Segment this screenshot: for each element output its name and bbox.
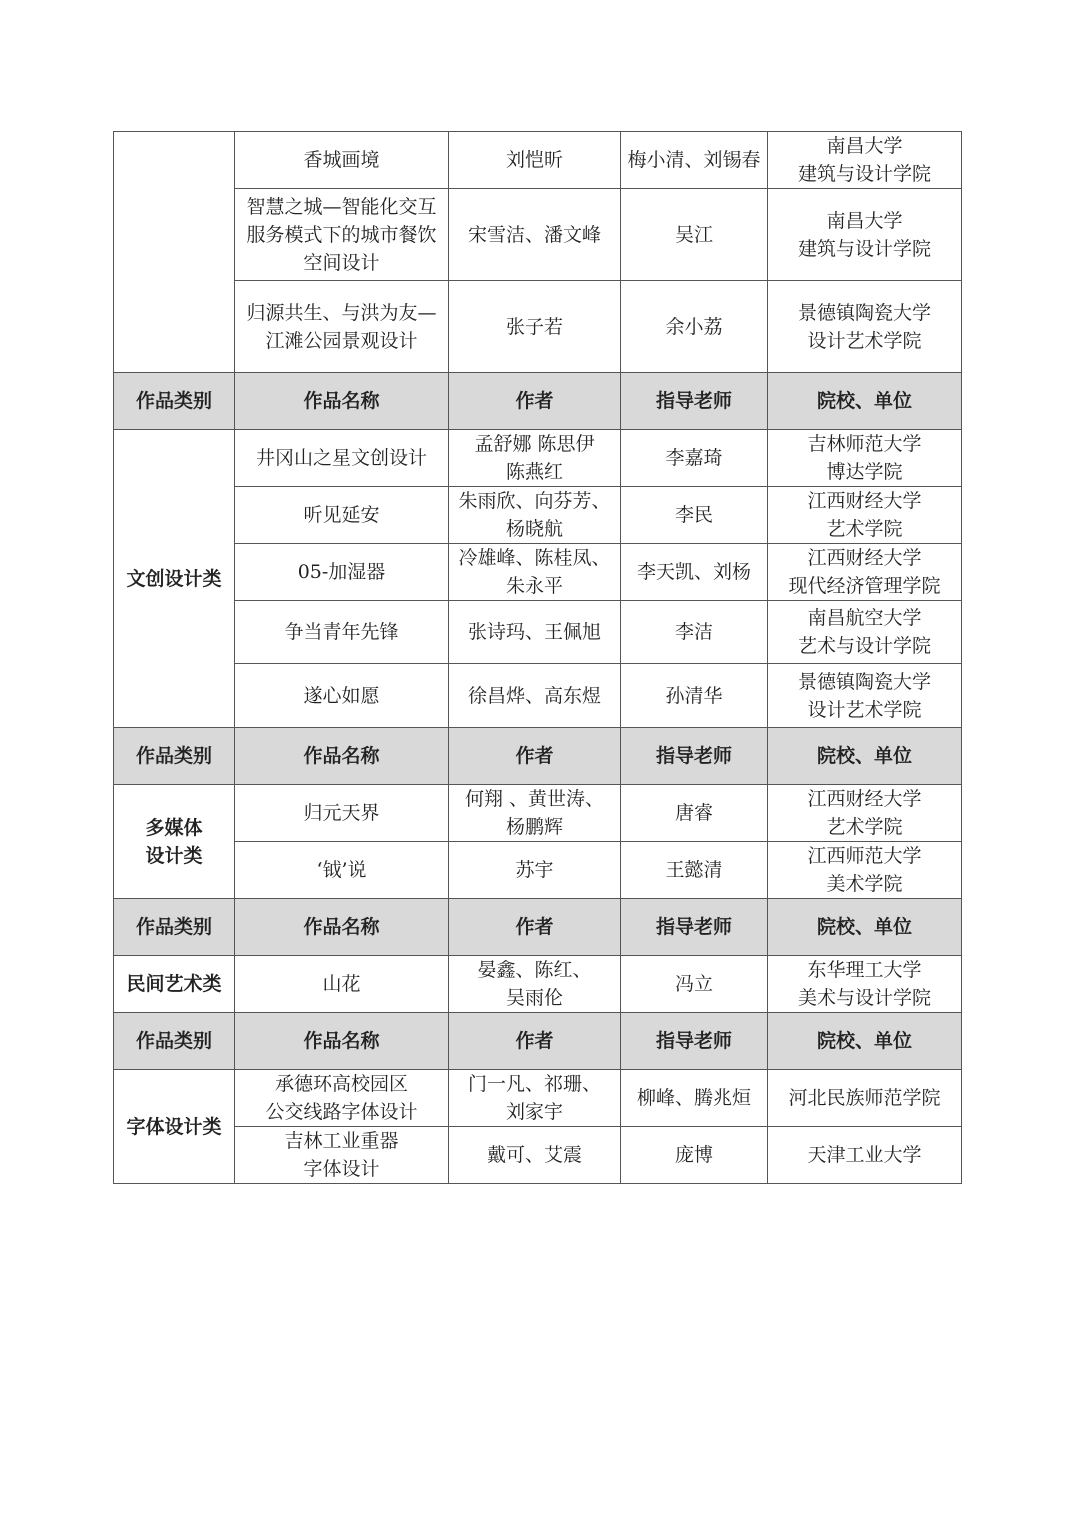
cell-text-line: 智慧之城—智能化交互: [246, 195, 437, 218]
cell-text-line: 承德环高校园区: [274, 1073, 408, 1095]
author-cell: [449, 1127, 621, 1184]
header-school: 院校、单位: [768, 728, 962, 785]
header-row: [114, 1013, 962, 1070]
name-cell: [235, 132, 449, 189]
cell-text-line: 徐昌烨、高东煜: [467, 684, 601, 707]
cell-text-line: 吴江: [674, 223, 713, 246]
name-cell: [235, 601, 449, 664]
header-author: 作者: [449, 1013, 621, 1070]
name-cell: [235, 189, 449, 281]
author-cell: [449, 785, 621, 842]
author-cell: [449, 487, 621, 544]
cell-text-line: 江西财经大学: [807, 547, 922, 569]
cell-text-line: 归源共生、与洪为友—: [246, 301, 437, 324]
table-row: [114, 956, 962, 1013]
cell-text-line: 宋雪洁、潘文峰: [467, 223, 601, 246]
advisor-cell: [621, 544, 768, 601]
table-row: [114, 281, 962, 373]
cell-text-line: 香城画境: [303, 149, 380, 171]
cell-text-line: 艺术学院: [826, 518, 903, 540]
school-cell: [768, 1070, 962, 1127]
cell-text-line: 唐睿: [674, 802, 713, 824]
cell-text-line: 朱雨欣、向芬芳、: [458, 490, 611, 512]
name-cell: [235, 842, 449, 899]
advisor-cell: [621, 956, 768, 1013]
author-cell: [449, 544, 621, 601]
cell-text-line: 建筑与设计学院: [797, 163, 931, 185]
cell-text-line: 河北民族师范学院: [788, 1087, 941, 1109]
school-cell: [768, 544, 962, 601]
table-row: [114, 487, 962, 544]
category-cell: [114, 956, 235, 1013]
header-author: 作者: [449, 728, 621, 785]
cell-text-line: 张诗玛、王佩旭: [467, 621, 601, 643]
cell-text-line: 归元天界: [303, 802, 380, 824]
advisor-cell: [621, 601, 768, 664]
cell-text-line: 服务模式下的城市餐饮: [246, 223, 437, 246]
cell-text-line: 设计艺术学院: [807, 329, 922, 352]
category-cell: [114, 1070, 235, 1184]
cell-text-line: 南昌航空大学: [807, 607, 922, 629]
header-row: [114, 373, 962, 430]
author-cell: [449, 956, 621, 1013]
header-category: 作品类别: [114, 899, 235, 956]
cell-text-line: 何翔 、黄世涛、: [464, 788, 605, 810]
school-cell: [768, 785, 962, 842]
header-name: 作品名称: [235, 1013, 449, 1070]
cell-text-line: 字体设计类: [126, 1115, 222, 1138]
author-cell: [449, 842, 621, 899]
school-cell: [768, 487, 962, 544]
cell-text-line: 门一凡、祁珊、: [467, 1073, 601, 1095]
table-row: [114, 430, 962, 487]
cell-text-line: 建筑与设计学院: [797, 237, 931, 260]
cell-text-line: 景德镇陶瓷大学: [797, 301, 931, 324]
cell-text-line: 刘家宇: [505, 1101, 563, 1123]
advisor-cell: [621, 1127, 768, 1184]
header-school: 院校、单位: [768, 1013, 962, 1070]
table-row: [114, 842, 962, 899]
cell-text-line: 陈燕红: [505, 461, 563, 483]
cell-text-line: 王懿清: [665, 859, 723, 881]
name-cell: [235, 1127, 449, 1184]
cell-text-line: 孙清华: [665, 684, 723, 707]
cell-text-line: 李民: [674, 504, 713, 526]
table-row: [114, 1127, 962, 1184]
advisor-cell: [621, 487, 768, 544]
table-row: [114, 189, 962, 281]
cell-text-line: 吉林师范大学: [807, 433, 922, 455]
header-author: 作者: [449, 899, 621, 956]
cell-text-line: 听见延安: [303, 504, 380, 526]
cell-text-line: 05-加湿器: [297, 561, 386, 583]
header-advisor: 指导老师: [621, 1013, 768, 1070]
name-cell: [235, 1070, 449, 1127]
cell-text-line: 美术学院: [826, 873, 903, 895]
header-school: 院校、单位: [768, 373, 962, 430]
advisor-cell: [621, 785, 768, 842]
table-row: [114, 601, 962, 664]
awards-table: [113, 131, 962, 1184]
cell-text-line: 民间艺术类: [126, 973, 222, 995]
cell-text-line: 字体设计: [303, 1158, 380, 1180]
cell-text-line: 江西财经大学: [807, 490, 922, 512]
name-cell: [235, 785, 449, 842]
cell-text-line: 刘恺昕: [505, 149, 563, 171]
advisor-cell: [621, 132, 768, 189]
cell-text-line: 艺术与设计学院: [797, 635, 931, 657]
table-row: [114, 785, 962, 842]
cell-text-line: 庞博: [674, 1144, 713, 1166]
header-advisor: 指导老师: [621, 728, 768, 785]
cell-text-line: 空间设计: [303, 251, 380, 274]
name-cell: [235, 281, 449, 373]
cell-text-line: 余小荔: [665, 315, 723, 338]
header-name: 作品名称: [235, 373, 449, 430]
table-row: [114, 664, 962, 728]
header-name: 作品名称: [235, 899, 449, 956]
cell-text-line: 冷雄峰、陈桂凤、: [458, 547, 611, 569]
author-cell: [449, 189, 621, 281]
table-row: [114, 132, 962, 189]
cell-text-line: 苏宇: [515, 859, 554, 881]
cell-text-line: 江西财经大学: [807, 788, 922, 810]
school-cell: [768, 956, 962, 1013]
table-row: [114, 544, 962, 601]
cell-text-line: 冯立: [674, 973, 713, 995]
author-cell: [449, 281, 621, 373]
cell-text-line: 设计类: [145, 844, 203, 867]
school-cell: [768, 1127, 962, 1184]
name-cell: [235, 956, 449, 1013]
header-author: 作者: [449, 373, 621, 430]
cell-text-line: 孟舒娜 陈思伊: [474, 433, 595, 455]
header-name: 作品名称: [235, 728, 449, 785]
advisor-cell: [621, 842, 768, 899]
school-cell: [768, 664, 962, 728]
name-cell: [235, 430, 449, 487]
category-cell: [114, 785, 235, 899]
advisor-cell: [621, 430, 768, 487]
school-cell: [768, 189, 962, 281]
cell-text-line: 艺术学院: [826, 816, 903, 838]
header-category: 作品类别: [114, 373, 235, 430]
advisor-cell: [621, 664, 768, 728]
school-cell: [768, 430, 962, 487]
cell-text-line: 天津工业大学: [807, 1144, 922, 1166]
cell-text-line: ‘钺’说: [316, 859, 367, 881]
cell-text-line: 李洁: [674, 621, 713, 643]
category-cell: [114, 132, 235, 373]
cell-text-line: 南昌大学: [826, 135, 903, 157]
cell-text-line: 梅小清、刘锡春: [627, 149, 761, 171]
cell-text-line: 江西师范大学: [807, 845, 922, 867]
cell-text-line: 井冈山之星文创设计: [255, 447, 427, 469]
header-row: [114, 728, 962, 785]
name-cell: [235, 544, 449, 601]
cell-text-line: 东华理工大学: [807, 959, 922, 981]
cell-text-line: 张子若: [505, 315, 563, 338]
header-category: 作品类别: [114, 728, 235, 785]
school-cell: [768, 132, 962, 189]
school-cell: [768, 601, 962, 664]
advisor-cell: [621, 281, 768, 373]
cell-text-line: 杨晓航: [505, 518, 563, 540]
cell-text-line: 遂心如愿: [303, 684, 380, 707]
cell-text-line: 戴可、艾震: [486, 1144, 582, 1166]
cell-text-line: 山花: [322, 973, 361, 995]
cell-text-line: 公交线路字体设计: [265, 1101, 418, 1123]
header-category: 作品类别: [114, 1013, 235, 1070]
cell-text-line: 设计艺术学院: [807, 698, 922, 721]
author-cell: [449, 664, 621, 728]
header-row: [114, 899, 962, 956]
school-cell: [768, 842, 962, 899]
cell-text-line: 晏鑫、陈红、: [477, 959, 592, 981]
school-cell: [768, 281, 962, 373]
cell-text-line: 朱永平: [505, 575, 563, 597]
advisor-cell: [621, 1070, 768, 1127]
advisor-cell: [621, 189, 768, 281]
cell-text-line: 景德镇陶瓷大学: [797, 670, 931, 693]
cell-text-line: 博达学院: [826, 461, 903, 483]
author-cell: [449, 132, 621, 189]
cell-text-line: 南昌大学: [826, 209, 903, 232]
category-cell: [114, 430, 235, 728]
cell-text-line: 现代经济管理学院: [788, 575, 941, 597]
header-school: 院校、单位: [768, 899, 962, 956]
header-advisor: 指导老师: [621, 373, 768, 430]
cell-text-line: 杨鹏辉: [505, 816, 563, 838]
cell-text-line: 江滩公园景观设计: [265, 329, 418, 352]
author-cell: [449, 601, 621, 664]
cell-text-line: 李嘉琦: [665, 447, 723, 469]
cell-text-line: 多媒体: [145, 816, 203, 839]
name-cell: [235, 664, 449, 728]
cell-text-line: 文创设计类: [126, 567, 222, 590]
table-row: [114, 1070, 962, 1127]
cell-text-line: 李天凯、刘杨: [636, 561, 751, 583]
cell-text-line: 美术与设计学院: [797, 987, 931, 1009]
author-cell: [449, 1070, 621, 1127]
cell-text-line: 争当青年先锋: [284, 621, 399, 643]
name-cell: [235, 487, 449, 544]
cell-text-line: 吴雨伦: [505, 987, 563, 1009]
author-cell: [449, 430, 621, 487]
cell-text-line: 吉林工业重器: [284, 1130, 399, 1152]
cell-text-line: 柳峰、腾兆烜: [636, 1087, 751, 1109]
awards-table-body: [114, 132, 962, 1184]
header-advisor: 指导老师: [621, 899, 768, 956]
